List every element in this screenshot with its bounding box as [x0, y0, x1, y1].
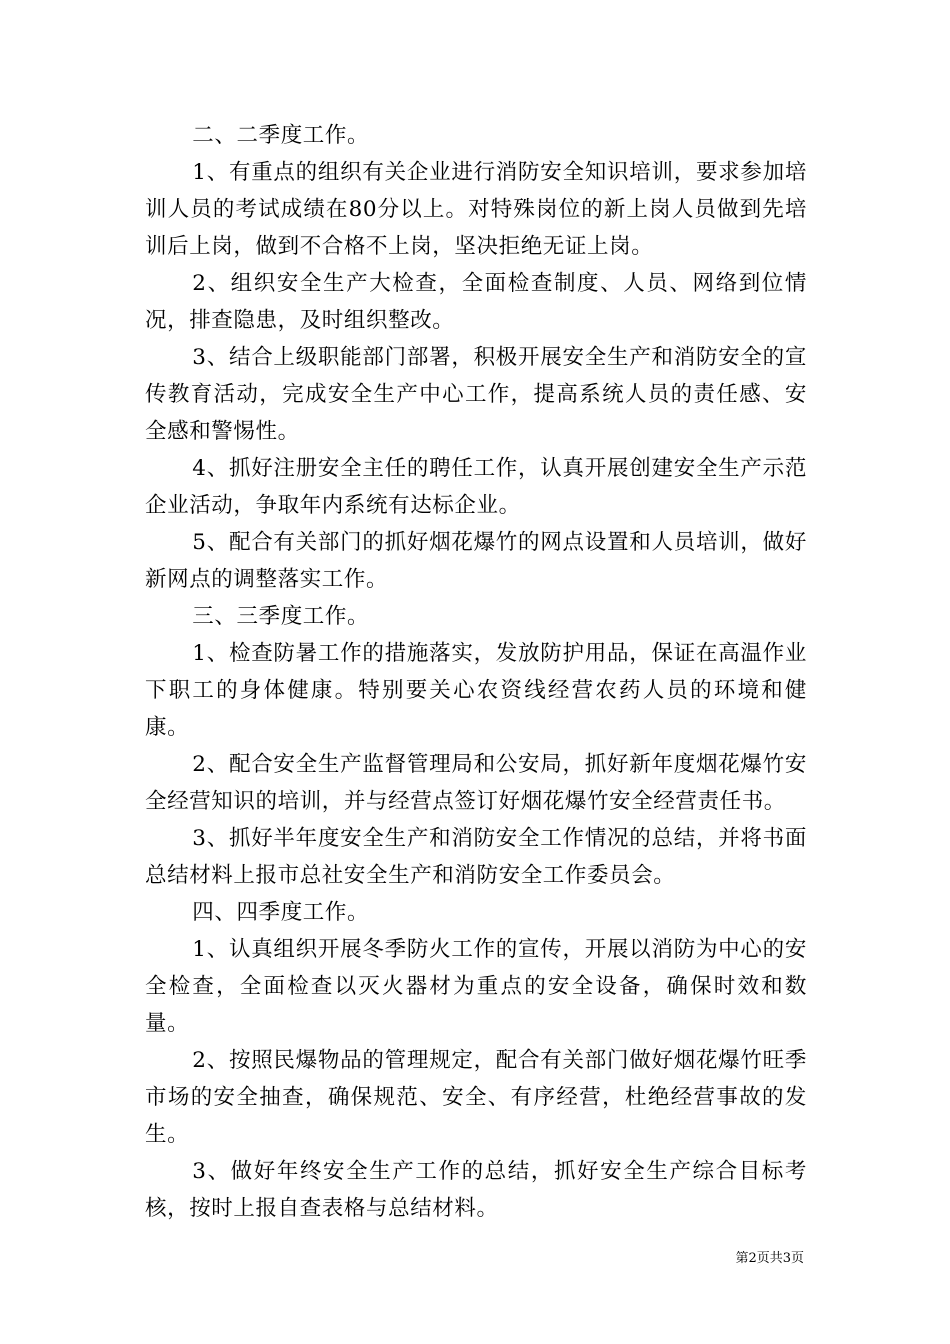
paragraph-q2-item-3: 3、结合上级职能部门部署，积极开展安全生产和消防安全的宣传教育活动，完成安全生产中心工作，提高系统人员的责任感、安全感和警惕性。 [145, 345, 807, 444]
document-body [145, 117, 807, 1227]
paragraph-q4-item-1: 1、认真组织开展冬季防火工作的宣传，开展以消防为中心的安全检查，全面检查以灭火器材为重点的安全设备，确保时效和数量。 [145, 937, 807, 1036]
paragraph-q2-item-4: 4、抓好注册安全主任的聘任工作，认真开展创建安全生产示范企业活动，争取年内系统有达标企业。 [145, 456, 807, 518]
paragraph-q4-item-2: 2、按照民爆物品的管理规定，配合有关部门做好烟花爆竹旺季市场的安全抽查，确保规范、安全、有序经营，杜绝经营事故的发生。 [145, 1048, 807, 1147]
paragraph-q3-item-3: 3、抓好半年度安全生产和消防安全工作情况的总结，并将书面总结材料上报市总社安全生产和消防安全工作委员会。 [145, 826, 807, 888]
paragraph-q2-item-1: 1、有重点的组织有关企业进行消防安全知识培训，要求参加培训人员的考试成绩在80分以上。对特殊岗位的新上岗人员做到先培训后上岗，做到不合格不上岗，坚决拒绝无证上岗。 [145, 160, 807, 259]
paragraph-q2-item-5: 5、配合有关部门的抓好烟花爆竹的网点设置和人员培训，做好新网点的调整落实工作。 [145, 530, 807, 592]
section-heading-q4: 四、四季度工作。 [192, 900, 370, 925]
paragraph-q3-item-2: 2、配合安全生产监督管理局和公安局，抓好新年度烟花爆竹安全经营知识的培训，并与经营点签订好烟花爆竹安全经营责任书。 [145, 752, 807, 814]
section-heading-q3: 三、三季度工作。 [192, 604, 370, 629]
page-number-footer: 第2页共3页 [735, 1251, 804, 1266]
paragraph-q3-item-1: 1、检查防暑工作的措施落实，发放防护用品，保证在高温作业下职工的身体健康。特别要关心农资线经营农药人员的环境和健康。 [145, 641, 807, 740]
paragraph-q2-item-2: 2、组织安全生产大检查，全面检查制度、人员、网络到位情况，排查隐患，及时组织整改。 [145, 271, 807, 333]
paragraph-q4-item-3: 3、做好年终安全生产工作的总结，抓好安全生产综合目标考核，按时上报自查表格与总结材料。 [145, 1159, 807, 1221]
section-heading-q2: 二、二季度工作。 [192, 123, 370, 148]
